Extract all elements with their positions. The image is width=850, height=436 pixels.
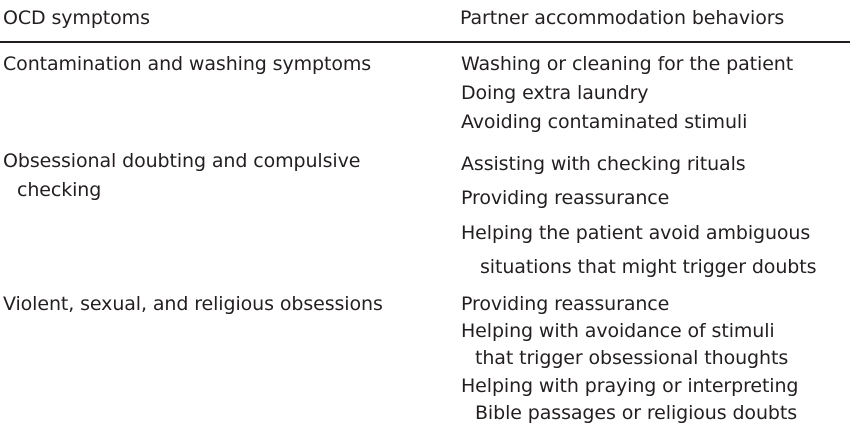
row-2-symptom-line-1: Obsessional doubting and compulsive: [3, 150, 361, 172]
row-2-behavior-1: Assisting with checking rituals: [461, 153, 746, 175]
row-2-symptom-line-2: checking: [17, 179, 102, 201]
header-rule: [0, 41, 850, 43]
row-3-behavior-3-continued: Bible passages or religious doubts: [475, 402, 798, 424]
row-1-behavior-3: Avoiding contaminated stimuli: [461, 111, 748, 133]
row-3-behavior-2: Helping with avoidance of stimuli: [461, 320, 775, 342]
header-partner-accommodation-behaviors: Partner accommodation behaviors: [460, 7, 785, 29]
row-2-behavior-3: Helping the patient avoid ambiguous: [461, 222, 811, 244]
row-1-behavior-2: Doing extra laundry: [461, 82, 649, 104]
row-3-behavior-1: Providing reassurance: [461, 293, 670, 315]
row-1-behavior-1: Washing or cleaning for the patient: [461, 53, 794, 75]
row-3-behavior-2-continued: that trigger obsessional thoughts: [475, 347, 789, 369]
row-3-symptom: Violent, sexual, and religious obsessions: [3, 293, 383, 315]
header-ocd-symptoms: OCD symptoms: [3, 7, 150, 29]
row-2-behavior-3-continued: situations that might trigger doubts: [480, 256, 817, 278]
row-2-behavior-2: Providing reassurance: [461, 187, 670, 209]
row-3-behavior-3: Helping with praying or interpreting: [461, 375, 799, 397]
row-1-symptom: Contamination and washing symptoms: [3, 53, 372, 75]
